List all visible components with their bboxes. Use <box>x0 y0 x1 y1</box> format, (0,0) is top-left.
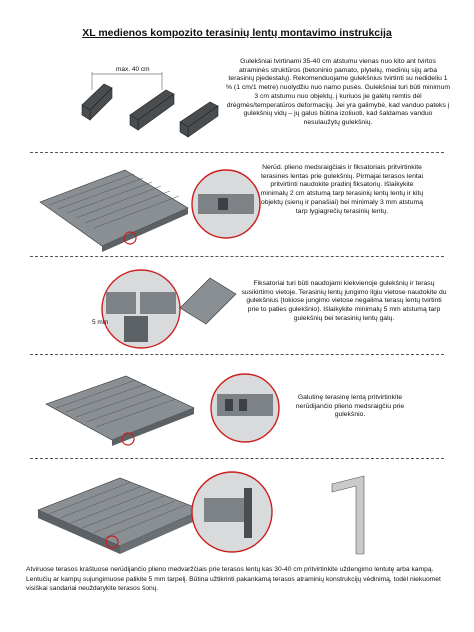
edge-cover-profile <box>328 474 376 556</box>
end-board-detail-circle <box>205 372 285 444</box>
page-title: XL medienos kompozito terasinių lentų montavimo instrukcija <box>82 27 392 39</box>
gap-label: 5 mm <box>92 319 109 326</box>
section3-text: Fiksatoriai turi būti naudojami kiekvienoje gulekšnių ir terasų susikirtimo vietoje. Terasinių lentų jungimo ilgiu vietose naudokite du gulekšnius (tokiose jungimo vietose negalima terasų lentų tvirtinti prie to paties gulekšnio). Išlaikykite minimalų 5 mm atstumą tarp gulekšnių bei terasinių lentų galų. <box>241 280 447 322</box>
deck-joint-illustration <box>170 268 240 328</box>
section1-text: Gulekšniai tvirtinami 35-40 cm atstumu vienas nuo kito ant tvirtos atraminės struktūros (betoninio pamato, plytelių, medinių sijų arba terasinių pjedestalų). Rekomenduojame gulekšnius tvirtinti su nedideliu 1 % (1 cm/1 metre) nuolydžiu nuo namo pusės. Gulekšniai turi būti minimum 3 cm atstumu nuo objektų, į kuriuos jie galėtų remtis dėl drėgmės/temperatūros deformacijų. Jei yra galimybė, kad vanduo pateks į gulekšnių vidų – jų galus būtina izoliuoti, kad šaldamas vanduo nesulaužytų gulekšnių. <box>226 58 451 126</box>
divider <box>30 152 444 153</box>
section4-text: Galutinę terasinę lentą pritvirtinkite nerūdijančio plieno medsraigčiu prie gulekšnio. <box>295 394 405 419</box>
divider <box>30 256 444 257</box>
deck-first-board-illustration <box>30 162 190 254</box>
deck-edge-illustration <box>30 470 210 560</box>
divider <box>30 354 444 355</box>
fastener-detail-circle <box>190 168 262 240</box>
section2-text: Nerūd. plieno medsraigčiais ir fiksatoriais pritvirtinkite terasines lentas prie gulekšnių. Pirmajai terasos lentai pritvirtinti naudokite pradinį fiksatorių. Išlaikykite minimalų 2 cm atstumą tarp terasinių lentų lentų ir kitų objektų (sienų ir panašiai) bei minimaly 3 mm atstumą tarp lygiagrečių terasinių lentų. <box>260 164 424 215</box>
divider <box>30 458 444 459</box>
edge-cover-detail-circle <box>190 470 274 554</box>
joist-spacing-label: max. 40 cm <box>116 66 150 73</box>
joists-illustration <box>70 60 230 160</box>
deck-last-board-illustration <box>40 370 200 450</box>
section5-text: Atviruose terasos kraštuose nerūdijančio plieno medvaržčiais prie terasos lentų kas 30-40 cm pritvirtinkite uždengimo lentutę arba kampą. Lentučių ar kampų sujungimuose palikite 5 mm tarpelį. Būtina užtikrinti pakankamą terasos atraminių konstrukcijų vėdinimą, todėl niekuomet visiškai sandariai neuždarykite terasos šonų. <box>26 566 441 593</box>
